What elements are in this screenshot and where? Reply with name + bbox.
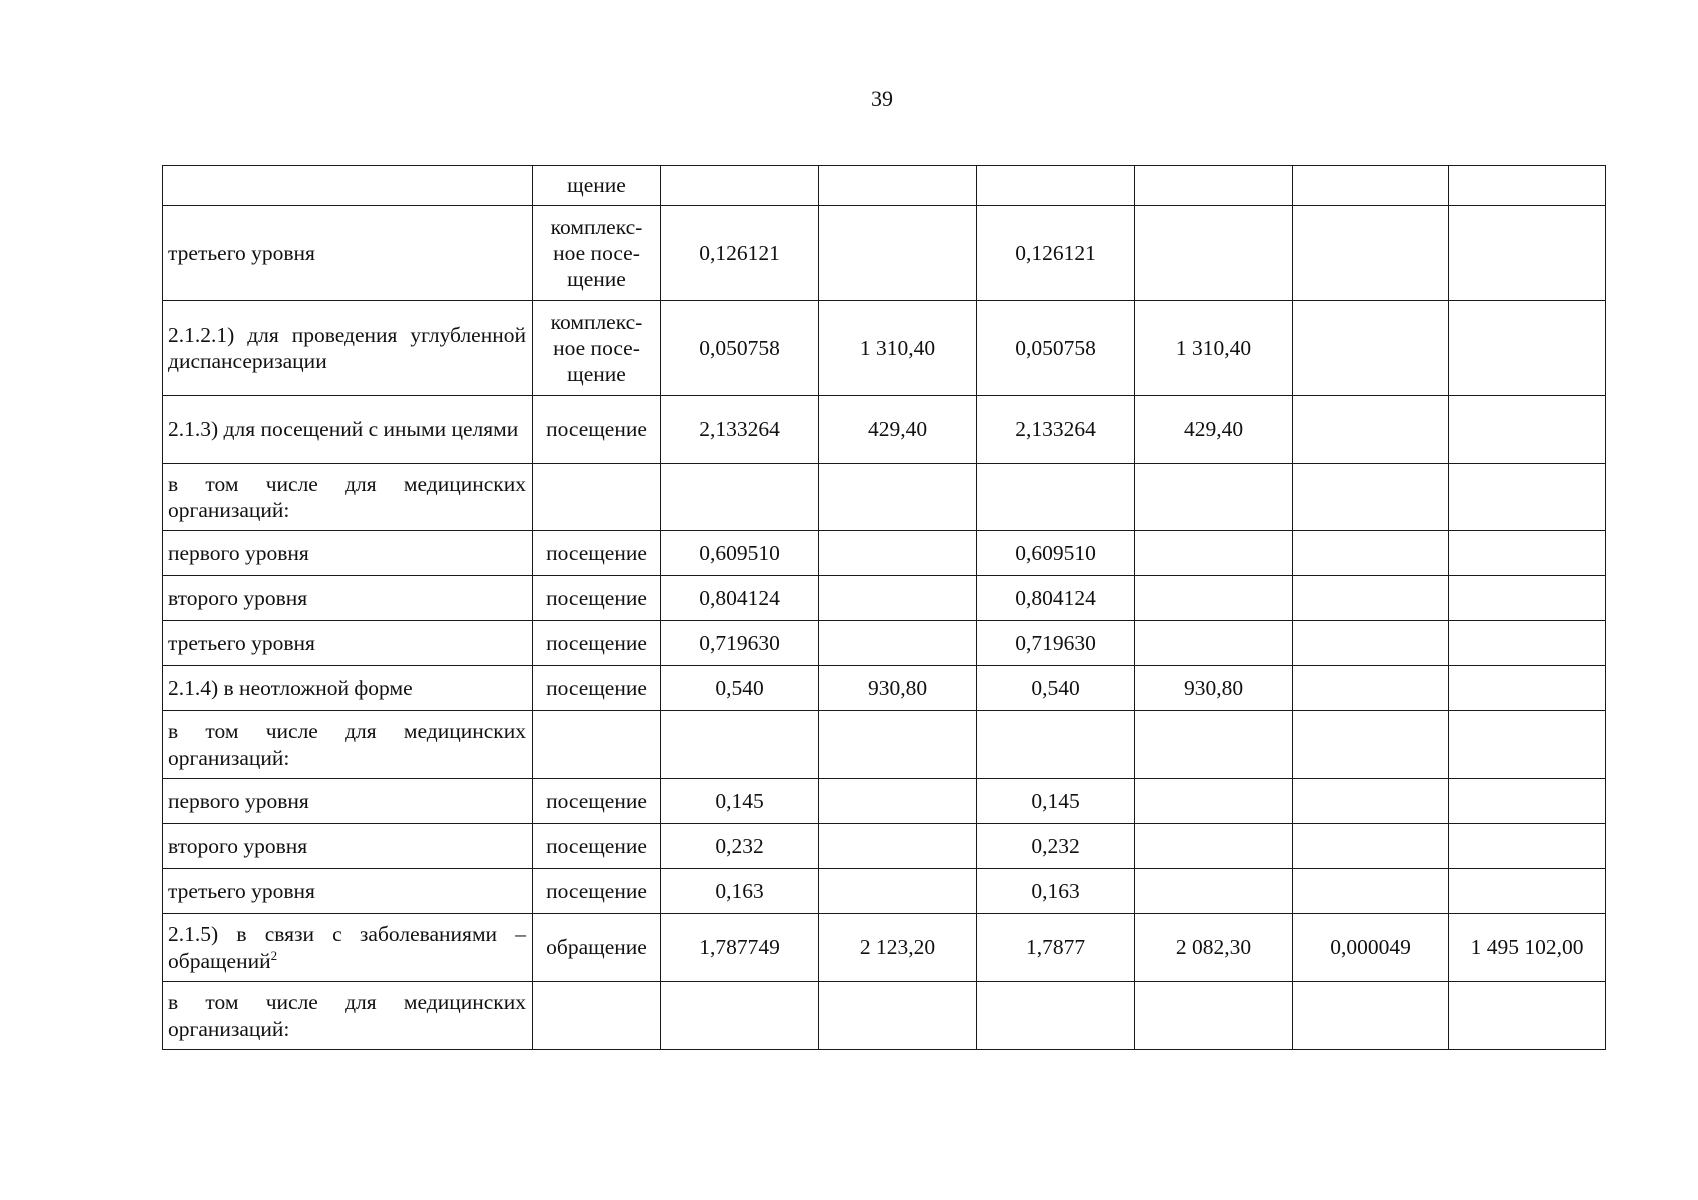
row-name: в том числе для медицинских организаций: [163,464,533,531]
row-unit: щение [533,166,661,206]
row-name [163,166,533,206]
row-value [819,982,977,1050]
row-unit: посещение [533,396,661,464]
row-value [1449,206,1606,301]
table-row [163,869,1606,914]
row-value [819,166,977,206]
row-value [819,711,977,779]
row-unit [533,711,661,779]
row-value [819,464,977,531]
row-value [1449,824,1606,869]
table-row [163,711,1606,779]
row-name: в том числе для медицинских организаций: [163,982,533,1050]
row-value [977,166,1135,206]
table-row [163,206,1606,301]
row-value: 1 495 102,00 [1449,914,1606,982]
row-value [1135,982,1293,1050]
table-row [163,621,1606,666]
row-value [1135,869,1293,914]
data-table [162,165,1606,1050]
row-value [661,166,819,206]
row-value [1449,666,1606,711]
row-value [819,824,977,869]
row-unit: посещение [533,531,661,576]
row-name: в том числе для медицинских организаций: [163,711,533,779]
row-value: 0,540 [977,666,1135,711]
row-value: 0,126121 [977,206,1135,301]
row-name: 2.1.3) для посещений с иными целями [163,396,533,464]
row-value [1449,869,1606,914]
row-value [1293,464,1449,531]
row-value [1293,982,1449,1050]
row-value [1293,206,1449,301]
row-value [1449,711,1606,779]
row-value: 2,133264 [977,396,1135,464]
row-value: 0,609510 [661,531,819,576]
row-value [1135,576,1293,621]
row-value [1135,166,1293,206]
row-value [1449,576,1606,621]
row-name: 2.1.4) в неотложной форме [163,666,533,711]
row-name [163,914,533,982]
row-value [661,464,819,531]
row-value: 2 123,20 [819,914,977,982]
row-unit: посещение [533,779,661,824]
row-value [977,711,1135,779]
row-value: 0,232 [661,824,819,869]
row-value [1135,621,1293,666]
row-value [1135,464,1293,531]
row-value [1449,621,1606,666]
row-value: 2 082,30 [1135,914,1293,982]
row-value [661,982,819,1050]
row-unit: обращение [533,914,661,982]
row-value: 0,000049 [1293,914,1449,982]
row-value [1293,779,1449,824]
row-value [661,711,819,779]
table-row [163,464,1606,531]
row-value: 1,7877 [977,914,1135,982]
row-name-text: 2.1.5) в связи с заболеваниями – обращений [168,922,526,973]
table-row [163,666,1606,711]
row-value [1135,779,1293,824]
row-value: 930,80 [819,666,977,711]
row-value [819,779,977,824]
row-value: 0,163 [977,869,1135,914]
row-value: 0,609510 [977,531,1135,576]
row-value: 2,133264 [661,396,819,464]
row-value [819,576,977,621]
row-value [1135,531,1293,576]
table-row [163,982,1606,1050]
row-name: второго уровня [163,824,533,869]
row-value: 0,540 [661,666,819,711]
row-value [1135,711,1293,779]
row-unit: комплекс-ное посе-щение [533,206,661,301]
row-value [1449,396,1606,464]
row-value: 0,804124 [661,576,819,621]
row-value: 429,40 [1135,396,1293,464]
row-unit: посещение [533,576,661,621]
row-value [1449,166,1606,206]
row-unit: посещение [533,869,661,914]
table-row [163,531,1606,576]
row-value: 429,40 [819,396,977,464]
row-value [1293,531,1449,576]
row-name: третьего уровня [163,869,533,914]
row-value [819,531,977,576]
row-unit: посещение [533,666,661,711]
row-value [1449,982,1606,1050]
row-value [1293,301,1449,396]
row-unit: посещение [533,621,661,666]
row-value [977,982,1135,1050]
row-unit [533,464,661,531]
row-value: 0,804124 [977,576,1135,621]
row-value: 0,050758 [661,301,819,396]
table-row [163,824,1606,869]
row-value [1293,576,1449,621]
table-row [163,301,1606,396]
row-value [1449,464,1606,531]
row-value: 0,126121 [661,206,819,301]
row-value: 0,050758 [977,301,1135,396]
row-value [1449,531,1606,576]
row-value [1293,396,1449,464]
row-value [1293,621,1449,666]
row-value: 930,80 [1135,666,1293,711]
row-value: 0,163 [661,869,819,914]
row-name: второго уровня [163,576,533,621]
row-value: 1 310,40 [819,301,977,396]
row-name: первого уровня [163,779,533,824]
table-row [163,779,1606,824]
row-value [1293,824,1449,869]
row-value: 0,145 [977,779,1135,824]
row-value [1293,666,1449,711]
row-value [977,464,1135,531]
row-value [1449,779,1606,824]
footnote-marker: 2 [270,947,278,963]
row-value [1293,166,1449,206]
row-unit [533,982,661,1050]
row-value [1293,711,1449,779]
row-value [819,206,977,301]
row-value: 1 310,40 [1135,301,1293,396]
row-value [1293,869,1449,914]
row-name: 2.1.2.1) для проведения углубленной диспансеризации [163,301,533,396]
row-value [1449,301,1606,396]
row-value [819,869,977,914]
table-row [163,914,1606,982]
table-row [163,576,1606,621]
row-value: 0,232 [977,824,1135,869]
row-value: 0,719630 [977,621,1135,666]
row-name: первого уровня [163,531,533,576]
row-value [819,621,977,666]
row-unit: комплекс-ное посе-щение [533,301,661,396]
table-row [163,396,1606,464]
row-value [1135,824,1293,869]
row-value [1135,206,1293,301]
row-value: 0,719630 [661,621,819,666]
table-row [163,166,1606,206]
row-unit: посещение [533,824,661,869]
row-value: 0,145 [661,779,819,824]
row-name: третьего уровня [163,621,533,666]
row-name: третьего уровня [163,206,533,301]
row-value: 1,787749 [661,914,819,982]
page-number: 39 [871,86,893,111]
